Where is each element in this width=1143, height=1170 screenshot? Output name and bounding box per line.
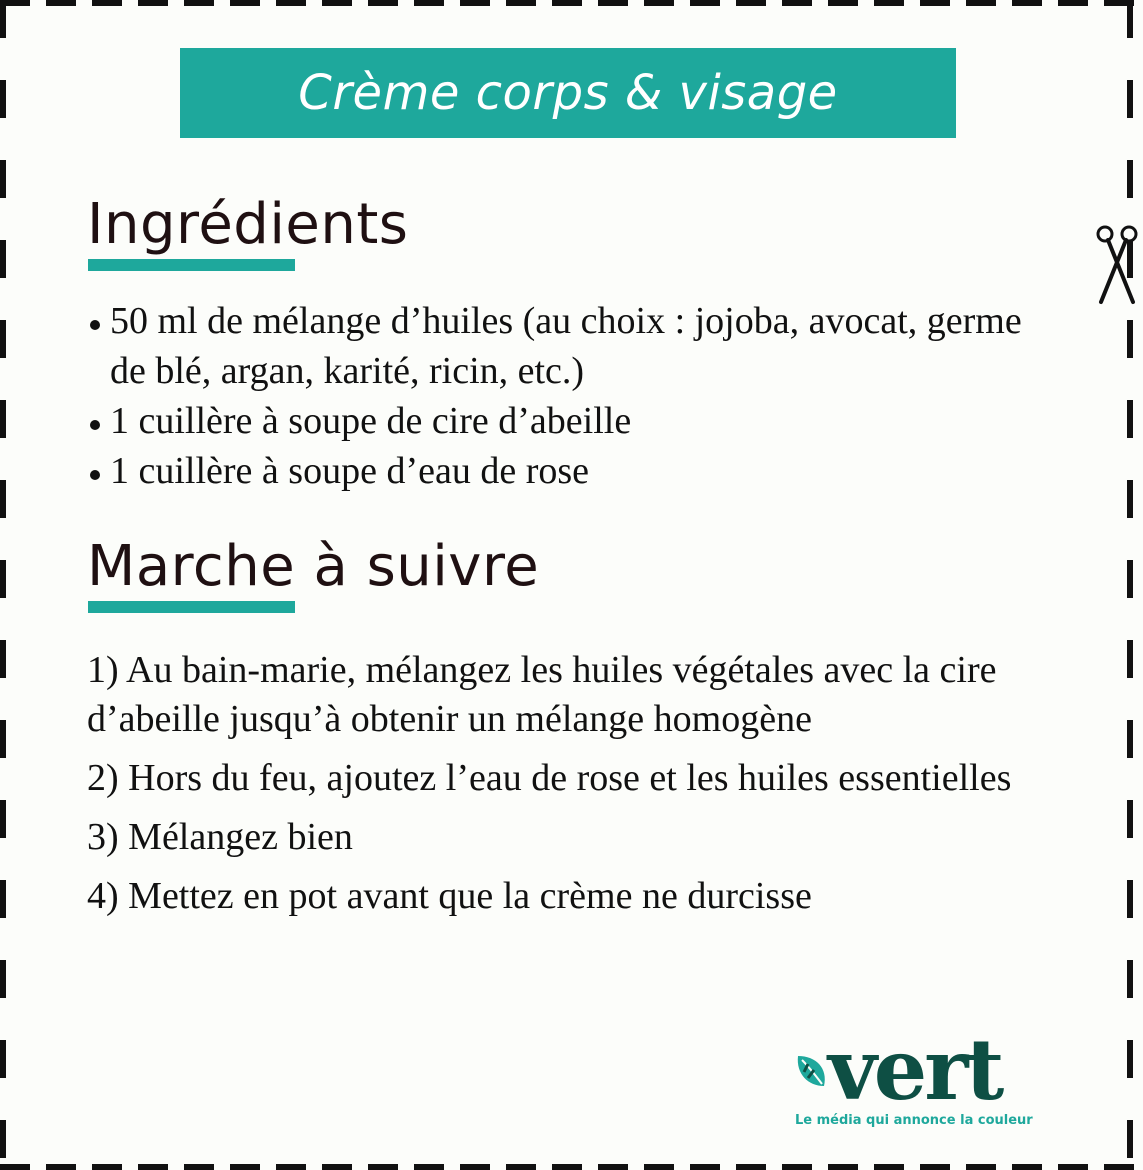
logo-wordmark: vert <box>828 1020 1002 1119</box>
steps-heading: Marche à suivre <box>87 534 540 599</box>
ingredients-underline <box>88 259 295 271</box>
step-item: 3) Mélangez bien <box>87 816 353 858</box>
steps-list <box>87 646 1077 931</box>
steps-underline <box>88 601 295 613</box>
ingredient-item: 1 cuillère à soupe de cire d’abeille <box>87 396 1067 446</box>
title-banner <box>180 48 956 138</box>
page-title: Crème corps & visage <box>298 65 838 121</box>
logo-tagline: Le média qui annonce la couleur <box>795 1113 1033 1128</box>
leaf-icon <box>794 1050 830 1094</box>
step-item: 4) Mettez en pot avant que la crème ne durcisse <box>87 875 812 917</box>
ingredient-item: 1 cuillère à soupe d’eau de rose <box>87 446 1067 496</box>
cut-border-bottom <box>0 1164 1143 1170</box>
step-item: 1) Au bain-marie, mélangez les huiles végétales avec la cire d’abeille jusqu’à obtenir un mélange homogène <box>87 649 997 740</box>
ingredients-list <box>87 296 1067 496</box>
ingredients-heading: Ingrédients <box>87 192 409 257</box>
cut-border-left <box>0 0 6 1170</box>
vert-logo <box>790 1020 1040 1135</box>
scissors-icon <box>1093 222 1141 308</box>
step-item: 2) Hors du feu, ajoutez l’eau de rose et les huiles essentielles <box>87 757 1012 799</box>
cut-border-right <box>1127 0 1133 1170</box>
cut-border-top <box>0 0 1143 6</box>
ingredient-item: 50 ml de mélange d’huiles (au choix : jojoba, avocat, germe de blé, argan, karité, ricin, etc.) <box>87 296 1067 396</box>
